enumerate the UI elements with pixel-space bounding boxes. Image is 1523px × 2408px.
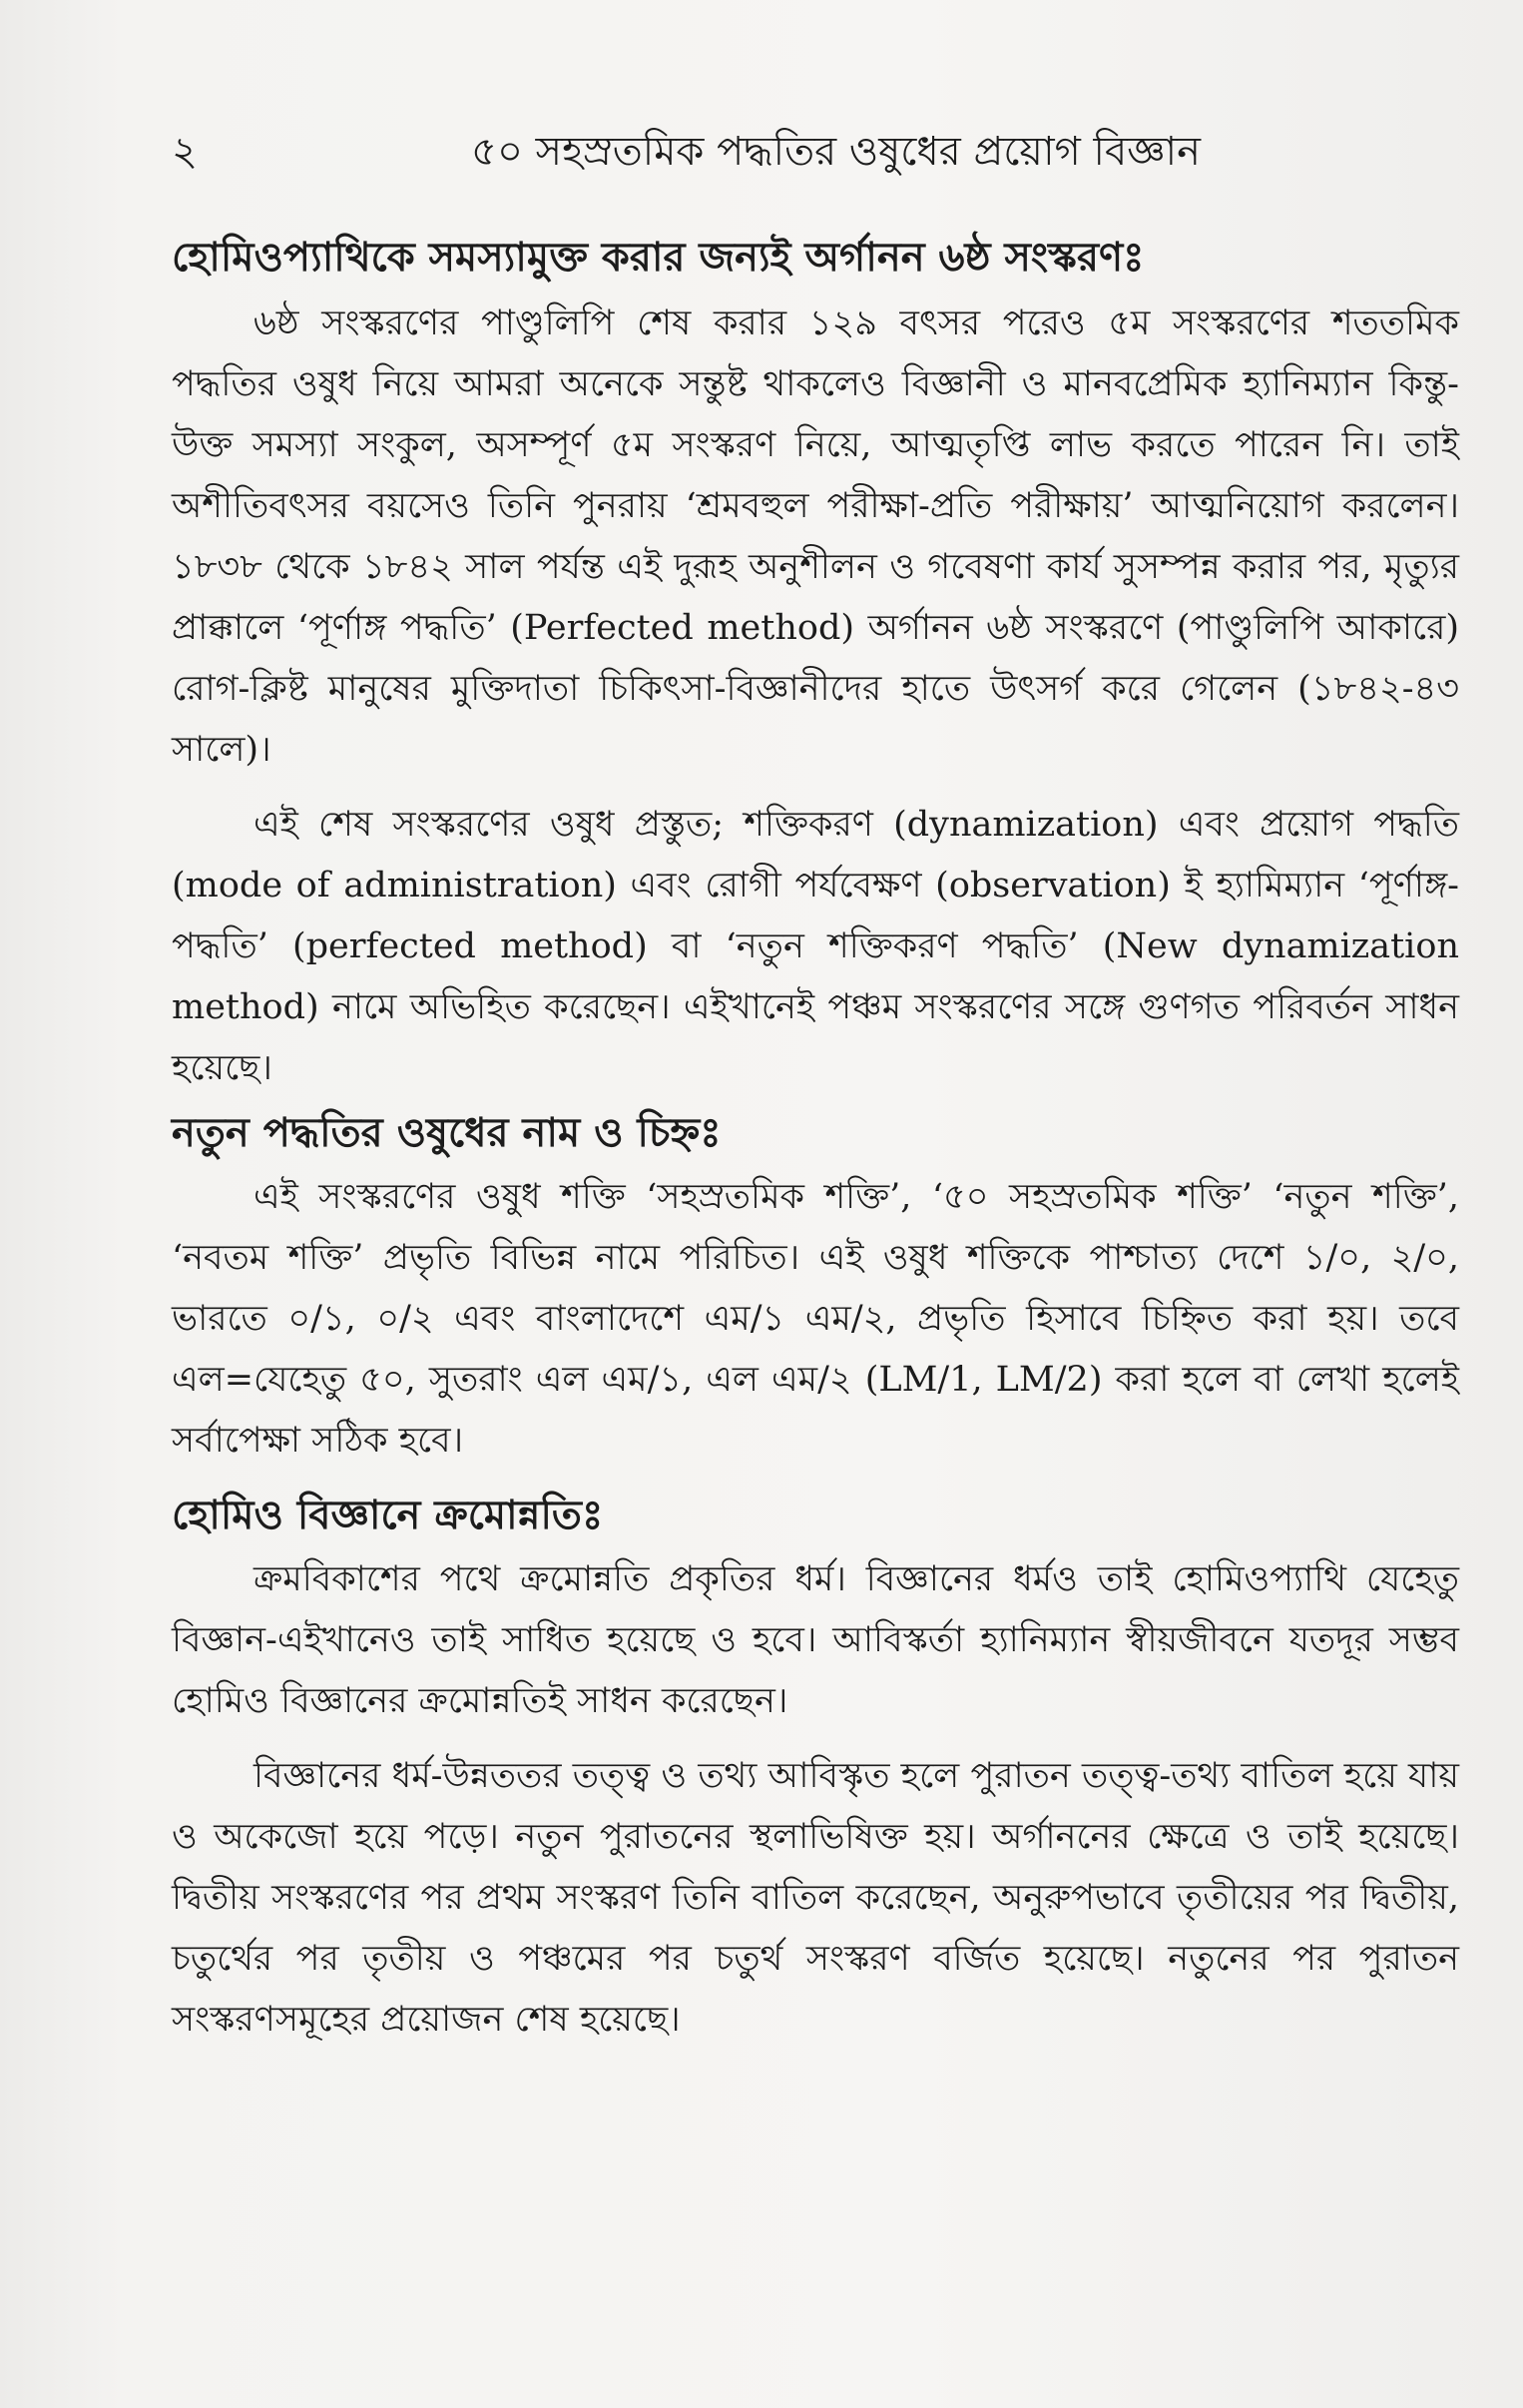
section-heading: হোমিও বিজ্ঞানে ক্রমোন্নতিঃ — [172, 1493, 604, 1538]
paragraph: ক্রমবিকাশের পথে ক্রমোন্নতি প্রকৃতির ধর্ম। বিজ্ঞানের ধর্মও তাই হোমিওপ্যাথি যেহেতু বিজ্ঞান-এইখানেও তাই সাধিত হয়েছে ও হবে। আবিস্কর্তা হ্যানিম্যান স্বীয়জীবনে যতদূর সম্ভব হোমিও বিজ্ঞানের ক্রমোন্নতিই সাধন করেছেন। — [172, 1559, 1459, 1721]
section-heading: নতুন পদ্ধতির ওষুধের নাম ও চিহ্নঃ — [172, 1110, 722, 1156]
page-body — [172, 232, 1459, 2051]
running-title: ৫০ সহস্রতমিক পদ্ধতির ওষুধের প্রয়োগ বিজ্ঞান — [471, 129, 1201, 175]
paragraph: বিজ্ঞানের ধর্ম-উন্নততর তত্ত্ব ও তথ্য আবিস্কৃত হলে পুরাতন তত্ত্ব-তথ্য বাতিল হয়ে যায় ও অকেজো হয়ে পড়ে। নতুন পুরাতনের স্থলাভিষিক্ত হয়। অর্গাননের ক্ষেত্রে ও তাই হয়েছে। দ্বিতীয় সংস্করণের পর প্রথম সংস্করণ তিনি বাতিল করেছেন, অনুরুপভাবে তৃতীয়ের পর দ্বিতীয়, চতুর্থের পর তৃতীয় ও পঞ্চমের পর চতুর্থ সংস্করণ বর্জিত হয়েছে। নতুনের পর পুরাতন সংস্করণসমূহের প্রয়োজন শেষ হয়েছে। — [172, 1756, 1459, 2040]
page-number: ২ — [172, 129, 199, 175]
paragraph: ৬ষ্ঠ সংস্করণের পাণ্ডুলিপি শেষ করার ১২৯ বৎসর পরেও ৫ম সংস্করণের শততমিক পদ্ধতির ওষুধ নিয়ে আমরা অনেকে সন্তুষ্ট থাকলেও বিজ্ঞানী ও মানবপ্রেমিক হ্যানিম্যান কিন্তু-উক্ত সমস্যা সংকুল, অসম্পূর্ণ ৫ম সংস্করণ নিয়ে, আত্মতৃপ্তি লাভ করতে পারেন নি। তাই অশীতিবৎসর বয়সেও তিনি পুনরায় ‘শ্রমবহুল পরীক্ষা-প্রতি পরীক্ষায়’ আত্মনিয়োগ করলেন। ১৮৩৮ থেকে ১৮৪২ সাল পর্যন্ত এই দুরূহ অনুশীলন ও গবেষণা কার্য সুসম্পন্ন করার পর, মৃত্যুর প্রাক্কালে ‘পূর্ণাঙ্গ পদ্ধতি’ (Perfected method) অর্গানন ৬ষ্ঠ সংস্করণে (পাণ্ডুলিপি আকারে) রোগ-ক্লিষ্ট মানুষের মুক্তিদাতা চিকিৎসা-বিজ্ঞানীদের হাতে উৎসর্গ করে গেলেন (১৮৪২-৪৩ সালে)। — [172, 303, 1459, 770]
page-header — [172, 120, 1459, 190]
section-heading: হোমিওপ্যাথিকে সমস্যামুক্ত করার জন্যই অর্গানন ৬ষ্ঠ সংস্করণঃ — [172, 235, 1145, 281]
paragraph: এই শেষ সংস্করণের ওষুধ প্রস্তুত; শক্তিকরণ (dynamization) এবং প্রয়োগ পদ্ধতি (mode of administration) এবং রোগী পর্যবেক্ষণ (observation) ই হ্যামিম্যান ‘পূর্ণাঙ্গ-পদ্ধতি’ (perfected method) বা ‘নতুন শক্তিকরণ পদ্ধতি’ (New dynamization method) নামে অভিহিত করেছেন। এইখানেই পঞ্চম সংস্করণের সঙ্গে গুণগত পরিবর্তন সাধন হয়েছে। — [172, 805, 1459, 1088]
paragraph: এই সংস্করণের ওষুধ শক্তি ‘সহস্রতমিক শক্তি’, ‘৫০ সহস্রতমিক শক্তি’ ‘নতুন শক্তি’, ‘নবতম শক্তি’ প্রভৃতি বিভিন্ন নামে পরিচিত। এই ওষুধ শক্তিকে পাশ্চাত্য দেশে ১/০, ২/০, ভারতে ০/১, ০/২ এবং বাংলাদেশে এম/১ এম/২, প্রভৃতি হিসাবে চিহ্নিত করা হয়। তবে এল=যেহেতু ৫০, সুতরাং এল এম/১, এল এম/২ (LM/1, LM/2) করা হলে বা লেখা হলেই সর্বাপেক্ষা সঠিক হবে। — [172, 1177, 1459, 1461]
